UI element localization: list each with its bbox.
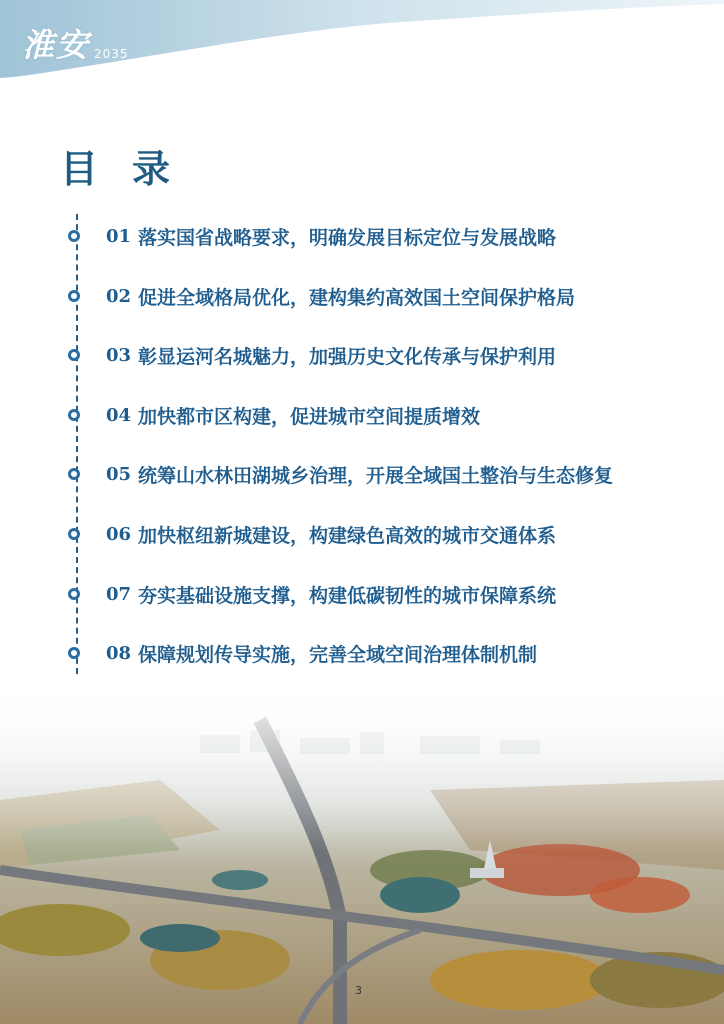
header-band: [0, 0, 724, 90]
toc-item-06[interactable]: [68, 519, 556, 549]
toc-number: 06: [106, 523, 132, 545]
logo-text: 淮安: [22, 26, 91, 64]
toc-text: 促进全域格局优化，建构集约高效国土空间保护格局: [138, 286, 576, 309]
toc-text: 统筹山水林田湖城乡治理，开展全域国土整治与生态修复: [138, 464, 614, 487]
bullet-dot-icon: [68, 349, 80, 361]
bullet-dot-icon: [68, 647, 80, 659]
toc-number: 01: [106, 225, 132, 247]
toc-number: 05: [106, 463, 132, 485]
bullet-dot-icon: [68, 409, 80, 421]
bullet-dot-icon: [68, 468, 80, 480]
toc-item-01[interactable]: [68, 221, 556, 251]
aerial-city-photo: [0, 680, 724, 1024]
toc-item-02[interactable]: [68, 281, 575, 311]
toc-item-08[interactable]: [68, 638, 537, 668]
toc-item-05[interactable]: [68, 459, 613, 489]
aerial-illustration: [0, 680, 724, 1024]
logo-year: 2035: [94, 47, 129, 61]
toc-item-04[interactable]: [68, 400, 480, 430]
bullet-dot-icon: [68, 230, 80, 242]
toc-item-03[interactable]: [68, 340, 556, 370]
toc-number: 03: [106, 344, 132, 366]
toc-text: 加快枢纽新城建设，构建绿色高效的城市交通体系: [138, 524, 557, 547]
logo: [22, 20, 129, 66]
page-title: 目录: [60, 146, 205, 191]
toc-text: 加快都市区构建，促进城市空间提质增效: [138, 405, 481, 428]
toc-item-07[interactable]: [68, 579, 556, 609]
toc-text: 保障规划传导实施，完善全域空间治理体制机制: [138, 643, 538, 666]
toc-number: 04: [106, 404, 132, 426]
toc-text: 彰显运河名城魅力，加强历史文化传承与保护利用: [138, 345, 557, 368]
toc-text: 落实国省战略要求，明确发展目标定位与发展战略: [138, 226, 557, 249]
page-number: 3: [355, 984, 362, 997]
toc-number: 08: [106, 642, 132, 664]
bullet-dot-icon: [68, 588, 80, 600]
toc-number: 07: [106, 583, 132, 605]
toc-text: 夯实基础设施支撑，构建低碳韧性的城市保障系统: [138, 584, 557, 607]
bullet-dot-icon: [68, 290, 80, 302]
toc-number: 02: [106, 285, 132, 307]
bullet-dot-icon: [68, 528, 80, 540]
